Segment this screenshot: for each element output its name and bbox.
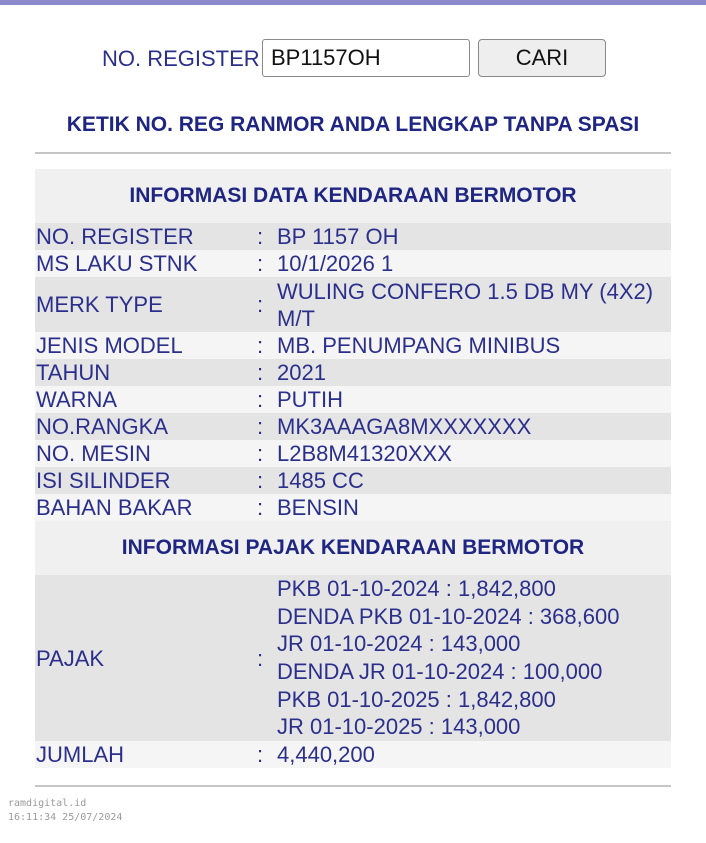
tax-row-jumlah	[35, 741, 671, 768]
row-value: 10/1/2026 1	[277, 251, 394, 276]
row-label: MERK TYPE	[36, 292, 163, 317]
pajak-line: DENDA JR 01-10-2024 : 100,000	[277, 659, 603, 684]
row-label: NO.RANGKA	[36, 414, 169, 439]
row-separator: :	[257, 468, 264, 493]
pajak-details	[277, 575, 671, 741]
row-separator: :	[257, 333, 264, 358]
total-value: 4,440,200	[277, 742, 375, 767]
tax-row-pajak	[35, 575, 671, 741]
row-separator: :	[257, 360, 264, 385]
search-button[interactable]: CARI	[478, 39, 606, 77]
register-label: NO. REGISTER	[102, 46, 260, 71]
info-row-tahun	[35, 359, 671, 386]
row-separator: :	[257, 414, 264, 439]
row-separator: :	[257, 292, 264, 317]
row-separator: :	[257, 224, 264, 249]
info-row-no-mesin	[35, 440, 671, 467]
instruction-text: KETIK NO. REG RANMOR ANDA LENGKAP TANPA SPASI	[66, 113, 640, 136]
row-label: TAHUN	[36, 360, 111, 385]
register-input[interactable]	[262, 39, 470, 77]
info-row-no-register	[35, 223, 671, 250]
row-value: BP 1157 OH	[277, 224, 399, 249]
vehicle-info-panel	[35, 169, 671, 768]
row-label: WARNA	[36, 387, 118, 412]
row-label: PAJAK	[36, 645, 105, 671]
pajak-line: DENDA PKB 01-10-2024 : 368,600	[277, 603, 620, 629]
pajak-line: PKB 01-10-2024 : 1,842,800	[277, 576, 556, 602]
row-label: NO. MESIN	[36, 441, 151, 466]
row-label: NO. REGISTER	[36, 224, 194, 249]
pajak-line: PKB 01-10-2025 : 1,842,800	[277, 686, 556, 712]
watermark-timestamp: 16:11:34 25/07/2024	[8, 812, 123, 823]
row-separator: :	[257, 742, 264, 767]
info-row-warna	[35, 386, 671, 413]
row-separator: :	[257, 387, 264, 412]
row-value: MB. PENUMPANG MINIBUS	[277, 333, 561, 358]
top-accent-bar	[0, 0, 706, 5]
search-form	[0, 38, 706, 78]
row-value: BENSIN	[277, 495, 359, 520]
row-value: PUTIH	[277, 387, 343, 412]
row-value: 2021	[277, 360, 326, 385]
row-separator: :	[257, 251, 264, 276]
pajak-line: JR 01-10-2025 : 143,000	[277, 714, 521, 740]
row-value: WULING CONFERO 1.5 DB MY (4X2) M/T	[277, 278, 654, 331]
watermark-site: ramdigital.id	[8, 798, 87, 809]
row-label: MS LAKU STNK	[36, 251, 198, 276]
row-value: L2B8M41320XXX	[277, 441, 452, 466]
info-row-ms-laku-stnk	[35, 250, 671, 277]
info-row-jenis-model	[35, 332, 671, 359]
info-row-no-rangka	[35, 413, 671, 440]
tax-info-title: INFORMASI PAJAK KENDARAAN BERMOTOR	[35, 521, 671, 575]
info-row-isi-silinder	[35, 467, 671, 494]
divider-bottom	[35, 785, 671, 787]
row-label: BAHAN BAKAR	[36, 495, 193, 520]
row-separator: :	[257, 495, 264, 520]
total-label: JUMLAH	[36, 742, 125, 767]
row-value: 1485 CC	[277, 468, 364, 493]
row-separator: :	[257, 645, 264, 671]
row-separator: :	[257, 441, 264, 466]
row-label: JENIS MODEL	[36, 333, 183, 358]
row-value: MK3AAAGA8MXXXXXXX	[277, 414, 532, 439]
row-label: ISI SILINDER	[36, 468, 171, 493]
info-row-merk-type	[35, 277, 671, 332]
watermark	[8, 797, 122, 825]
vehicle-info-title: INFORMASI DATA KENDARAAN BERMOTOR	[35, 169, 671, 223]
divider-top	[35, 152, 671, 154]
pajak-line: JR 01-10-2024 : 143,000	[277, 631, 521, 657]
info-row-bahan-bakar	[35, 494, 671, 521]
